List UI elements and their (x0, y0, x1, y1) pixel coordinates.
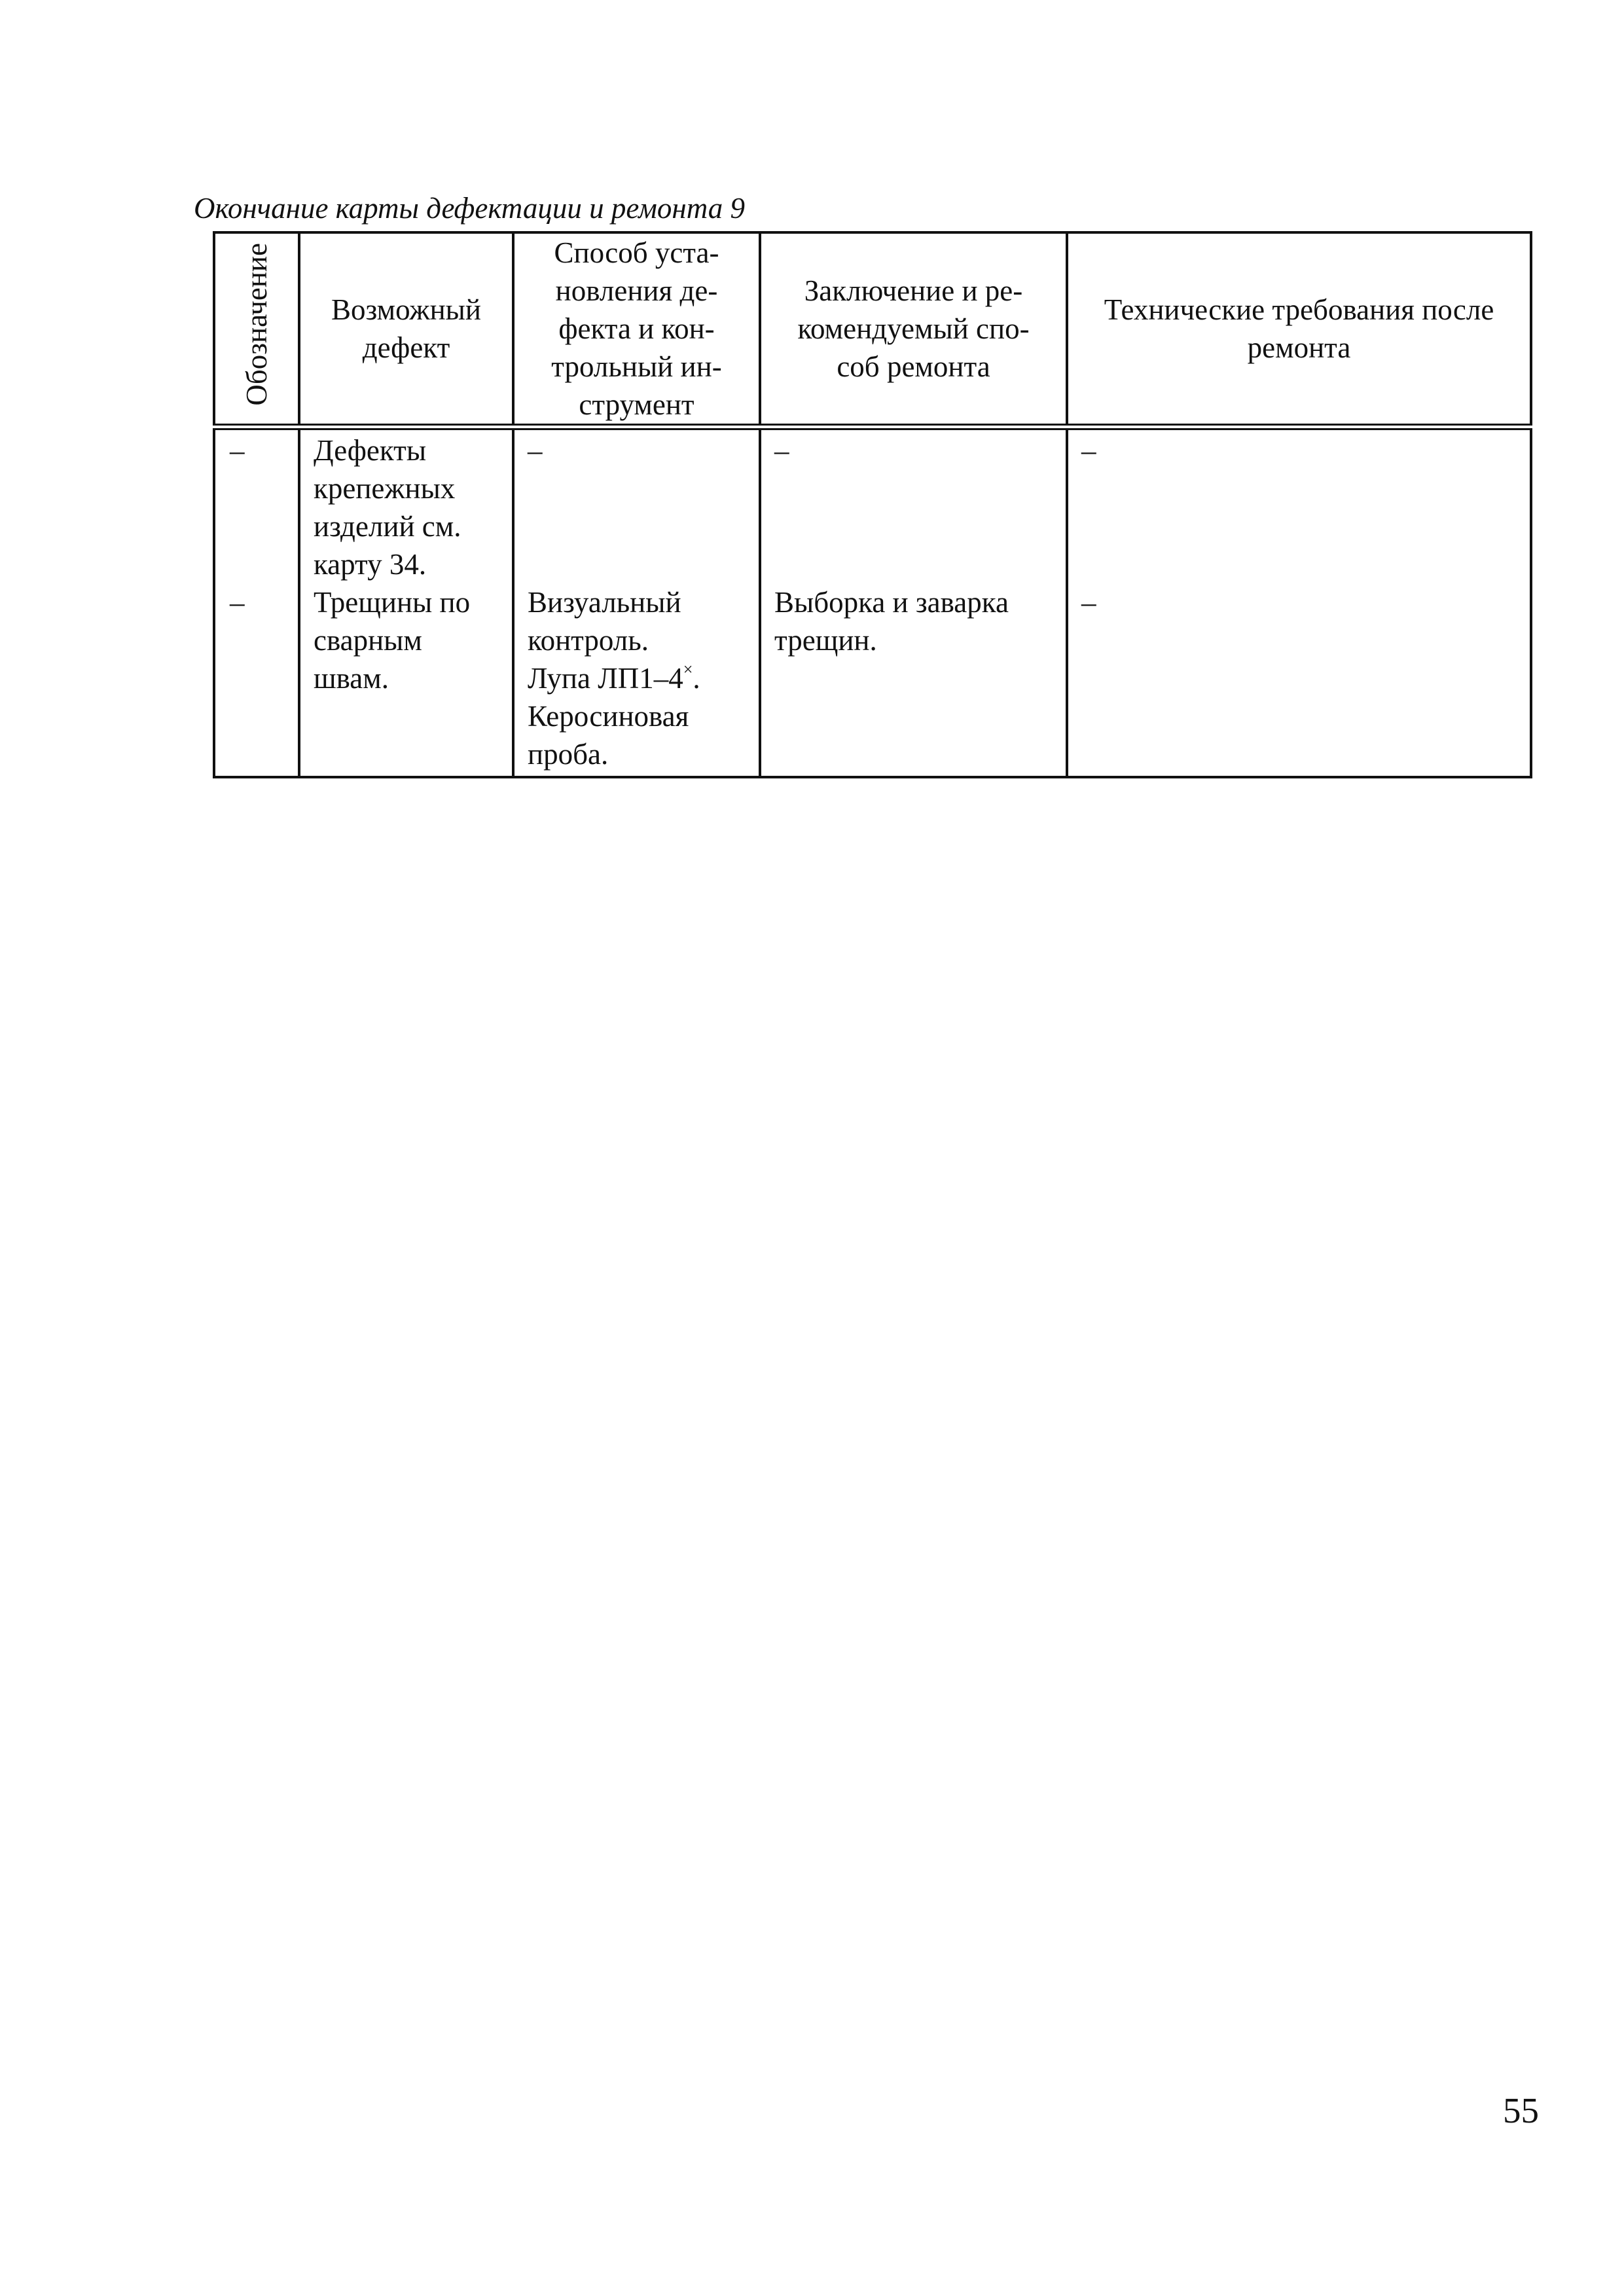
row1-defect-line: карту 34. (314, 548, 427, 581)
header-possible-defect (299, 232, 513, 427)
row-cell-requirements (1067, 427, 1531, 777)
header-defect-line: дефект (362, 331, 450, 364)
header-method-line: трольный ин- (551, 350, 722, 383)
row2-method-line-loupe (528, 659, 748, 697)
row-cell-designation (214, 427, 299, 777)
header-method-line: струмент (579, 388, 695, 421)
header-conclusion-line: Заключение и ре- (804, 274, 1023, 307)
header-conclusion-line: комендуемый спо- (797, 312, 1030, 345)
header-technical-requirements (1067, 232, 1531, 427)
row1-requirements: – (1081, 434, 1096, 467)
header-designation (214, 232, 299, 427)
row2-method-line: Визуальный (528, 586, 681, 619)
row-cell-conclusion (760, 427, 1067, 777)
row2-conclusion-line: Выборка и заварка (774, 586, 1009, 619)
row2-method-line: проба. (528, 738, 609, 771)
row-cell-method (513, 427, 760, 777)
page-number: 55 (1503, 2090, 1539, 2130)
header-method-line: Способ уста- (554, 236, 719, 269)
header-detection-method (513, 232, 760, 427)
table-row (214, 427, 1531, 777)
row2-defect-line: сварным (314, 624, 422, 657)
header-defect-line: Возможный (331, 293, 481, 326)
header-designation-label: Обозначение (240, 242, 273, 406)
row2-method-superscript: × (683, 660, 693, 679)
row-cell-defect (299, 427, 513, 777)
header-method-line: новления де- (555, 274, 718, 307)
header-method-line: фекта и кон- (558, 312, 715, 345)
row1-designation: – (230, 434, 245, 467)
row1-method: – (528, 434, 543, 467)
row1-defect-line: крепежных (314, 472, 456, 505)
row2-method-loupe-tail: . (693, 662, 700, 695)
table-caption: Окончание карты дефектации и ремонта 9 (194, 192, 746, 225)
row2-method-loupe-text: Лупа ЛП1–4 (528, 662, 683, 695)
row1-conclusion: – (774, 434, 789, 467)
row2-requirements: – (1081, 586, 1096, 619)
row2-conclusion-line: трещин. (774, 624, 877, 657)
table-header-row (214, 232, 1531, 427)
defect-repair-table (213, 231, 1532, 778)
row1-defect-line: изделий см. (314, 510, 461, 543)
row2-designation: – (230, 586, 245, 619)
header-requirements-line: Технические требования после (1104, 293, 1494, 326)
header-conclusion (760, 232, 1067, 427)
row2-defect-line: швам. (314, 662, 389, 695)
row2-defect-line: Трещины по (314, 586, 471, 619)
row1-defect-line: Дефекты (314, 434, 427, 467)
row2-method-line: контроль. (528, 624, 649, 657)
header-requirements-line: ремонта (1247, 331, 1351, 364)
row2-method-line: Керосиновая (528, 700, 689, 733)
header-conclusion-line: соб ремонта (837, 350, 990, 383)
